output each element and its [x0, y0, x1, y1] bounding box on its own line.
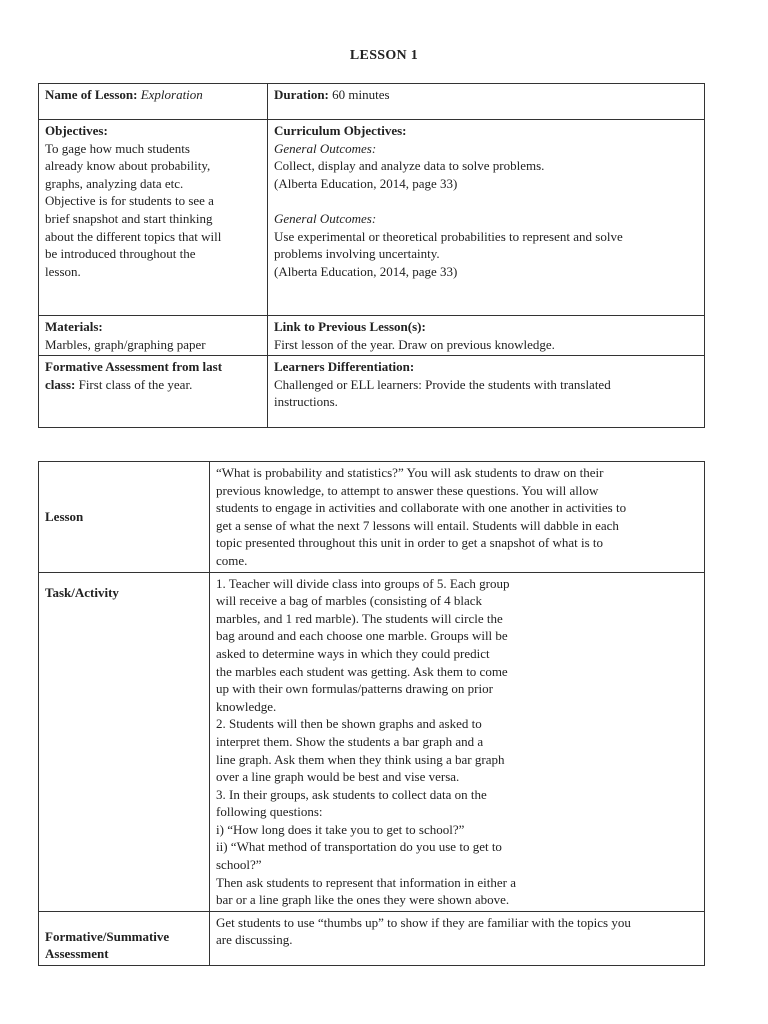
formative-assessment-value: First class of the year.: [78, 376, 193, 392]
general-outcome-1-text: Collect, display and analyze data to solve problems.: [274, 158, 545, 174]
duration-value: 60 minutes: [332, 87, 390, 102]
materials-label: Materials:: [45, 319, 103, 334]
name-of-lesson-value: Exploration: [140, 87, 203, 102]
lesson-text: “What is probability and statistics?” You will ask students to draw on their previous knowledge, to attempt to answer these questions. You will allow students to engage in activities and collaborate with one another in activities to get a sense of what the next 7 lessons will entail. Students will dabble in each topic presented throughout this unit in order to get a snapshot of what is to come.: [210, 462, 705, 573]
learners-differentiation-value: Challenged or ELL learners: Provide the students with translated instructions.: [274, 376, 611, 410]
formative-summative-assessment-text: Get students to use “thumbs up” to show if they are familiar with the topics you are discussing.: [210, 911, 705, 965]
table-row: [39, 120, 705, 316]
page-title: LESSON 1: [349, 48, 419, 63]
learners-differentiation-label: Learners Differentiation:: [274, 359, 415, 375]
table-row: [39, 572, 705, 911]
objectives-text: To gage how much students already know about probability, graphs, analyzing data etc. Objective is for students to see a brief snapshot and start thinking about the different topics that will be introduced throughout the lesson.: [45, 140, 222, 279]
curriculum-objectives-cell: [268, 120, 705, 316]
materials-value: Marbles, graph/graphing paper: [45, 336, 206, 352]
general-outcome-2-text: Use experimental or theoretical probabilities to represent and solve problems involving uncertainty.: [274, 228, 623, 262]
formative-assessment-class-label: class:: [45, 376, 76, 392]
link-to-previous-lesson-cell: [268, 316, 705, 356]
duration-cell: [268, 84, 705, 120]
table-row: [39, 316, 705, 356]
duration-label: Duration:: [274, 87, 329, 102]
general-outcome-1-label: General Outcomes:: [274, 140, 377, 156]
table-row: [39, 462, 705, 573]
link-to-previous-lesson-value: First lesson of the year. Draw on previous knowledge.: [274, 336, 555, 352]
lesson-overview-table: [38, 83, 705, 428]
curriculum-objectives-label: Curriculum Objectives:: [274, 123, 407, 138]
lesson-details-table: [38, 461, 705, 966]
objectives-label: Objectives:: [45, 123, 108, 138]
materials-cell: [39, 316, 268, 356]
table-row: [39, 356, 705, 428]
formative-assessment-label: Formative Assessment from last: [45, 359, 223, 375]
general-outcome-1-reference: (Alberta Education, 2014, page 33): [274, 175, 458, 191]
formative-assessment-cell: [39, 356, 268, 428]
link-to-previous-lesson-label: Link to Previous Lesson(s):: [274, 319, 426, 334]
lesson-label: Lesson: [39, 462, 210, 573]
task-activity-label: Task/Activity: [39, 572, 210, 911]
general-outcome-2-label: General Outcomes:: [274, 210, 377, 226]
task-activity-text: 1. Teacher will divide class into groups of 5. Each group will receive a bag of marbles (consisting of 4 black marbles, and 1 red marble). The students will circle the bag around and each choose one marble. Groups will be asked to determine ways in which they could predict the marbles each student was getting. Ask them to come up with their own formulas/patterns drawing on prior knowledge. 2. Students will then be shown graphs and asked to interpret them. Show the students a bar graph and a line graph. Ask them when they think using a bar graph over a line graph would be best and vise versa. 3. In their groups, ask students to collect data on the following questions: i) “How long does it take you to get to school?” ii) “What method of transportation do you use to get to school?” Then ask students to represent that information in either a bar or a line graph like the ones they were shown above.: [210, 572, 705, 911]
name-of-lesson-cell: [39, 84, 268, 120]
name-of-lesson-label: Name of Lesson:: [45, 87, 138, 102]
formative-summative-assessment-label: Formative/Summative Assessment: [39, 911, 210, 965]
table-row: [39, 84, 705, 120]
general-outcome-2-reference: (Alberta Education, 2014, page 33): [274, 263, 458, 279]
table-row: [39, 911, 705, 965]
objectives-cell: [39, 120, 268, 316]
learners-differentiation-cell: [268, 356, 705, 428]
